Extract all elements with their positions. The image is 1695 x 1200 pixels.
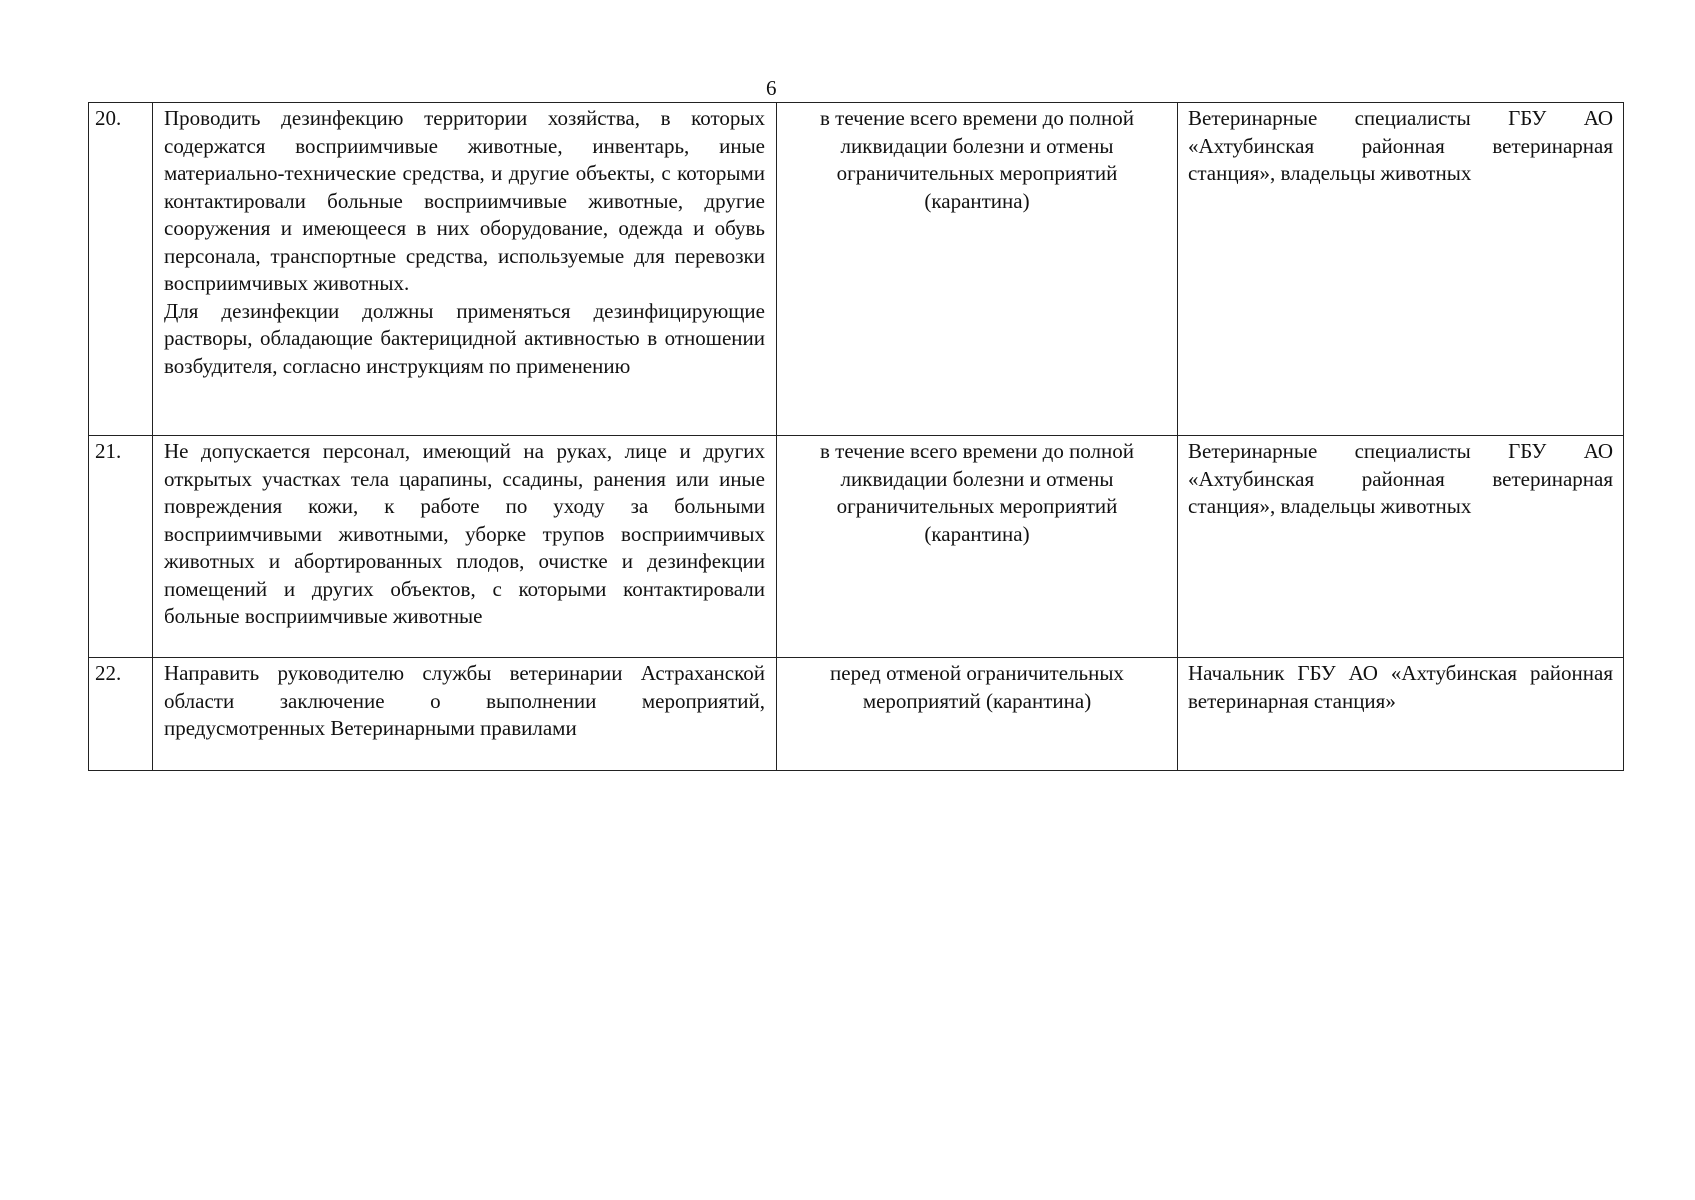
row-number: 20. [89, 103, 153, 436]
action-cell [153, 436, 777, 658]
responsible-cell: Ветеринарные специалисты ГБУ АО «Ахтубинская районная ветеринарная станция», владельцы животных [1178, 103, 1624, 436]
page-number: 6 [766, 76, 777, 100]
table-row [89, 103, 1624, 436]
term-cell: в течение всего времени до полной ликвидации болезни и отмены ограничительных мероприятий (карантина) [777, 103, 1178, 436]
row-number: 22. [89, 658, 153, 771]
table-row [89, 658, 1624, 771]
action-paragraph: Для дезинфекции должны применяться дезинфицирующие растворы, обладающие бактерицидной активностью в отношении возбудителя, согласно инструкциям по применению [164, 298, 765, 378]
action-paragraph: Проводить дезинфекцию территории хозяйства, в которых содержатся восприимчивые животные, инвентарь, иные материально-технические средства, и другие объекты, с которыми контактировали больные восприимчивые животные, другие сооружения и имеющееся в них оборудование, одежда и обувь персонала, транспортные средства, используемые для перевозки восприимчивых животных. [164, 106, 765, 295]
term-cell: в течение всего времени до полной ликвидации болезни и отмены ограничительных мероприятий (карантина) [777, 436, 1178, 658]
term-cell: перед отменой ограничительных мероприятий (карантина) [777, 658, 1178, 771]
row-number: 21. [89, 436, 153, 658]
action-cell [153, 103, 777, 436]
action-cell [153, 658, 777, 771]
measures-table [88, 102, 1624, 771]
responsible-cell: Ветеринарные специалисты ГБУ АО «Ахтубинская районная ветеринарная станция», владельцы животных [1178, 436, 1624, 658]
responsible-cell: Начальник ГБУ АО «Ахтубинская районная ветеринарная станция» [1178, 658, 1624, 771]
action-paragraph: Направить руководителю службы ветеринарии Астраханской области заключение о выполнении мероприятий, предусмотренных Ветеринарными правилами [164, 661, 765, 740]
action-paragraph: Не допускается персонал, имеющий на руках, лице и других открытых участках тела царапины, ссадины, ранения или иные повреждения кожи, к работе по уходу за больными восприимчивыми животными, уборке трупов восприимчивых животных и абортированных плодов, очистке и дезинфекции помещений и других объектов, с которыми контактировали больные восприимчивые животные [164, 439, 765, 628]
table-row [89, 436, 1624, 658]
